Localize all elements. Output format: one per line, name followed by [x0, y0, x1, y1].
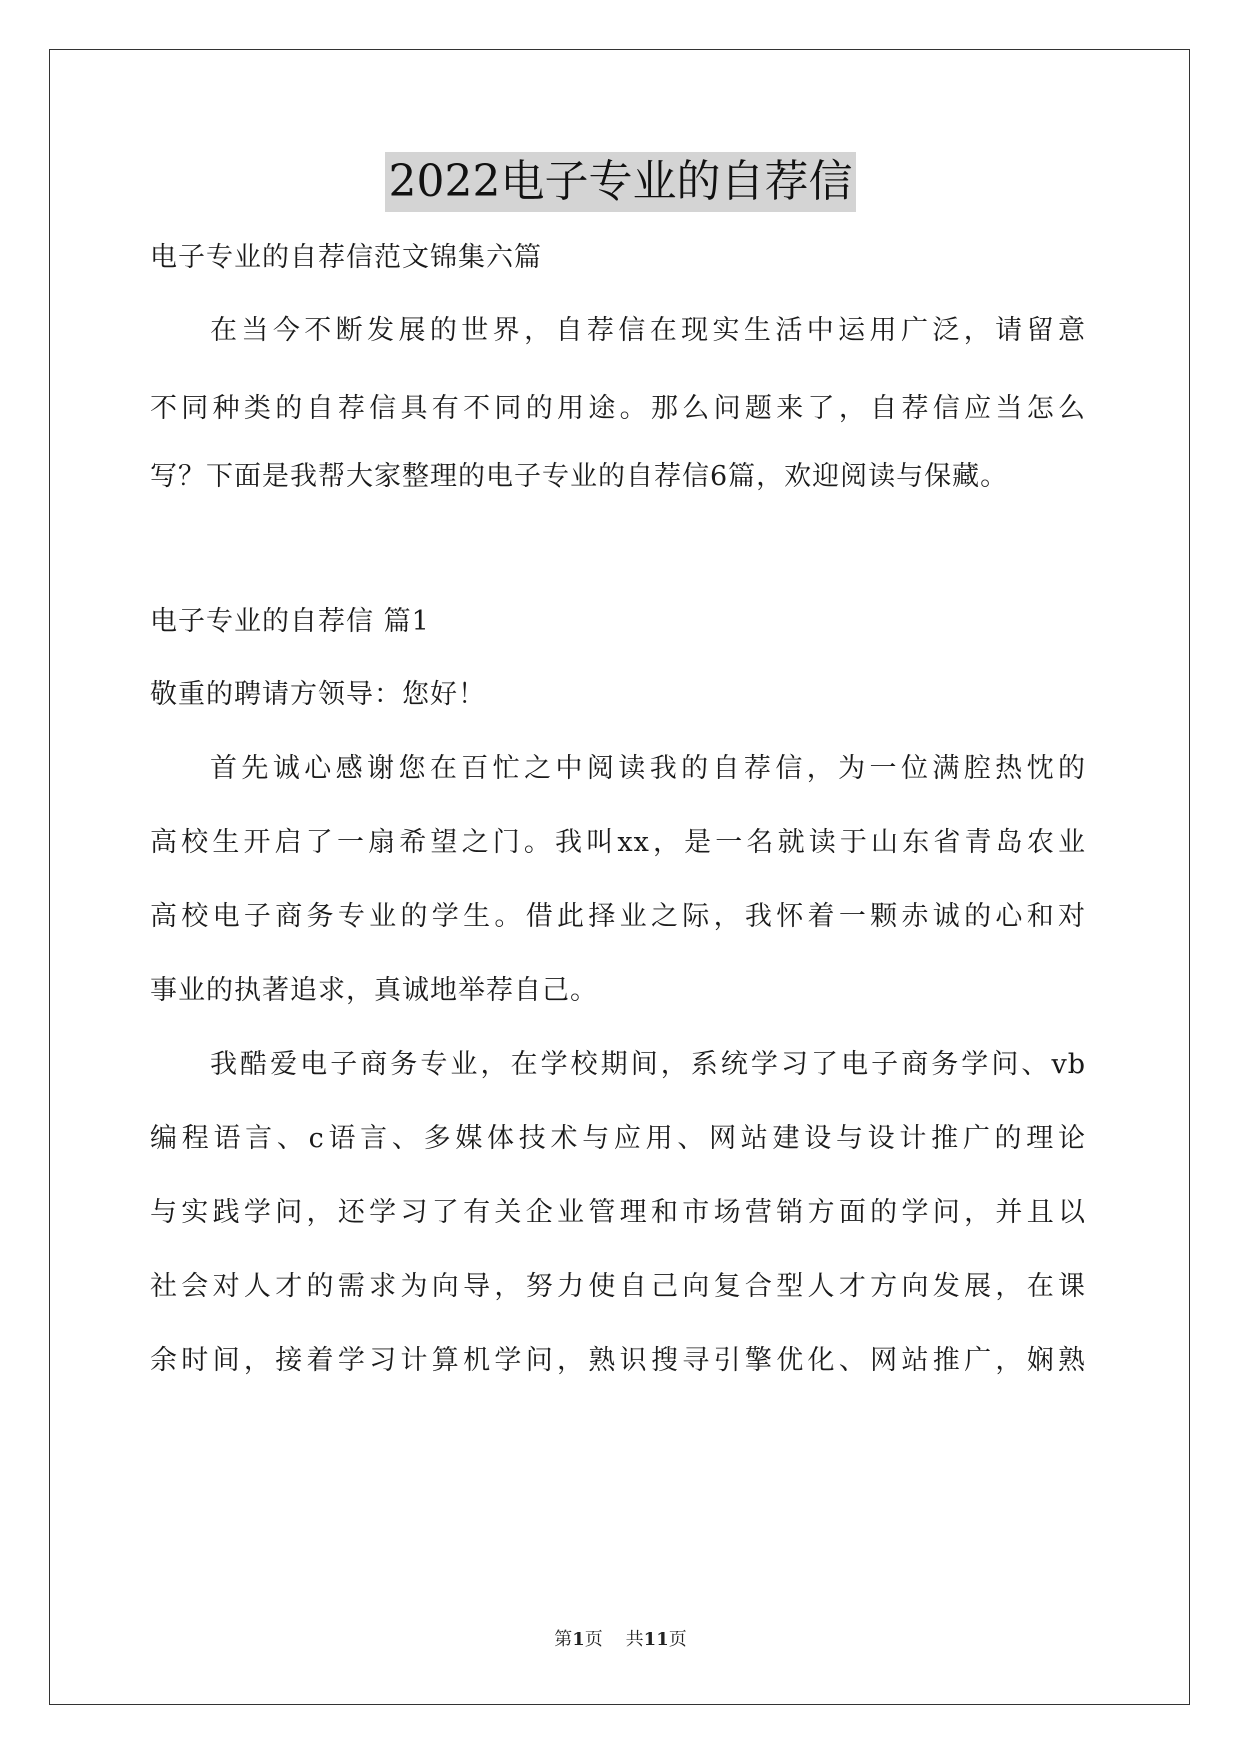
para2-line-3: 与实践学问，还学习了有关企业管理和市场营销方面的学问，并且以 — [150, 1197, 1086, 1228]
salutation: 敬重的聘请方领导：您好！ — [150, 679, 486, 710]
para2-line-2: 编程语言、c语言、多媒体技术与应用、网站建设与设计推广的理论 — [150, 1123, 1086, 1154]
page-footer — [0, 1628, 1241, 1652]
para1-line-3: 高校电子商务专业的学生。借此择业之际，我怀着一颗赤诚的心和对 — [150, 901, 1086, 932]
para1-line-4: 事业的执著追求，真诚地举荐自己。 — [150, 975, 598, 1006]
document-title: 2022电子专业的自荐信 — [385, 152, 857, 212]
para1-line-2: 高校生开启了一扇希望之门。我叫xx，是一名就读于山东省青岛农业 — [150, 827, 1086, 858]
footer-total-number: 11 — [643, 1629, 669, 1650]
intro-line-2: 不同种类的自荐信具有不同的用途。那么问题来了，自荐信应当怎么 — [150, 393, 1086, 424]
section-heading: 电子专业的自荐信 篇1 — [150, 606, 430, 637]
page-border — [49, 49, 1190, 1705]
footer-total-prefix: 共 — [625, 1629, 644, 1650]
intro-line-1: 在当今不断发展的世界，自荐信在现实生活中运用广泛，请留意 — [210, 315, 1086, 346]
para2-line-4: 社会对人才的需求为向导，努力使自己向复合型人才方向发展，在课 — [150, 1271, 1086, 1302]
title-container — [0, 152, 1241, 212]
footer-total-suffix: 页 — [668, 1629, 687, 1650]
footer-page-number: 1 — [572, 1629, 585, 1650]
footer-page-prefix: 第 — [554, 1629, 573, 1650]
para1-line-1: 首先诚心感谢您在百忙之中阅读我的自荐信，为一位满腔热忱的 — [210, 753, 1086, 784]
para2-line-1: 我酷爱电子商务专业，在学校期间，系统学习了电子商务学问、vb — [210, 1049, 1086, 1080]
intro-line-3: 写？下面是我帮大家整理的电子专业的自荐信6篇，欢迎阅读与保藏。 — [150, 461, 1009, 492]
para2-line-5: 余时间，接着学习计算机学问，熟识搜寻引擎优化、网站推广，娴熟 — [150, 1345, 1086, 1376]
document-subtitle: 电子专业的自荐信范文锦集六篇 — [150, 242, 542, 273]
footer-page-suffix: 页 — [584, 1629, 603, 1650]
